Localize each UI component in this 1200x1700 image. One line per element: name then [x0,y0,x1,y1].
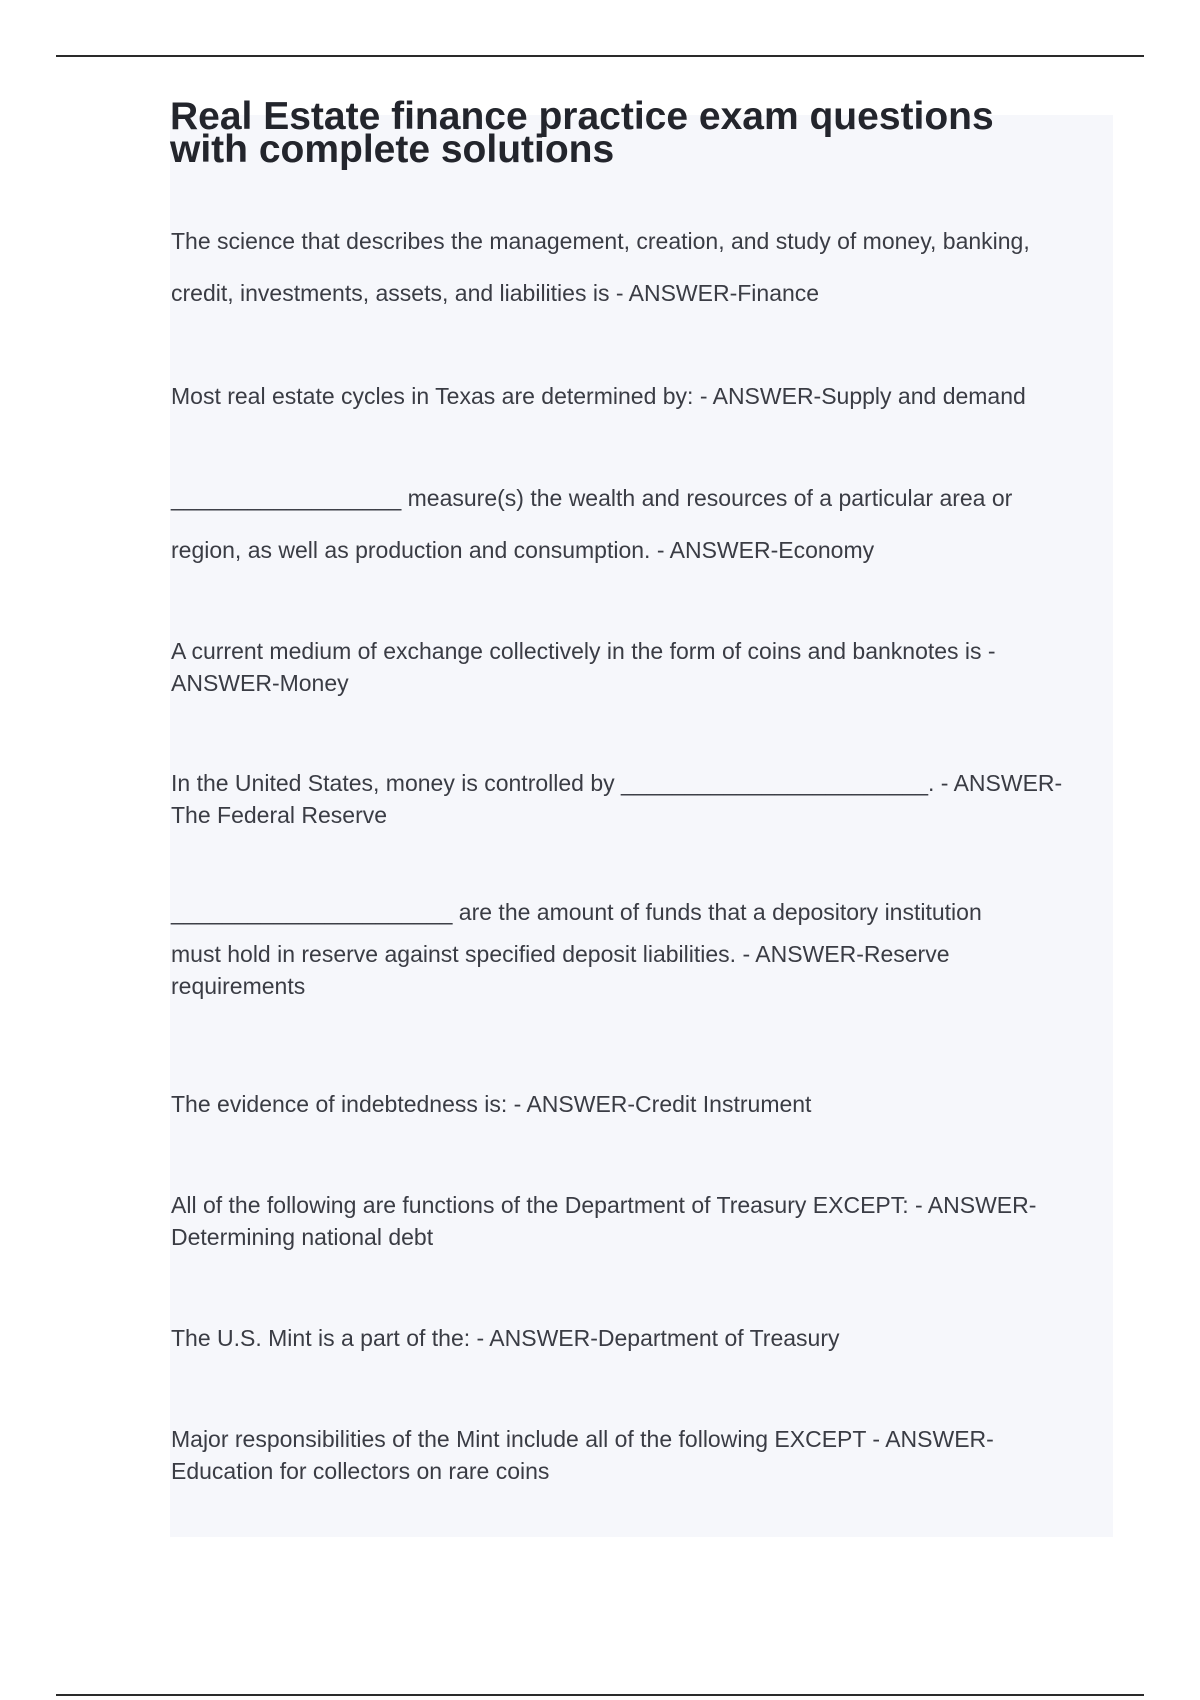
qa-line: In the United States, money is controlled by ________________________. - ANSWER- [171,770,1063,796]
qa-line: A current medium of exchange collectively in the form of coins and banknotes is - [171,638,996,664]
title-line-1: Real Estate finance practice exam questions [170,95,994,138]
qa-item-treasury-functions [171,1189,1121,1253]
qa-item-money [171,635,1121,699]
page-title [170,95,1130,171]
qa-item-us-mint [171,1322,1121,1354]
qa-line: All of the following are functions of the Department of Treasury EXCEPT: - ANSWER- [171,1192,1037,1218]
qa-line: __________________ measure(s) the wealth and resources of a particular area or [171,485,1013,511]
bottom-rule [56,1694,1144,1696]
qa-line: The U.S. Mint is a part of the: - ANSWER-Department of Treasury [171,1325,840,1351]
qa-line: The Federal Reserve [171,802,388,828]
qa-line: Education for collectors on rare coins [171,1458,550,1484]
qa-line: credit, investments, assets, and liabilities is - ANSWER-Finance [171,280,820,306]
qa-item-federal-reserve [171,767,1121,831]
qa-line: region, as well as production and consumption. - ANSWER-Economy [171,537,875,563]
qa-item-credit-instrument [171,1088,1121,1120]
qa-line: The evidence of indebtedness is: - ANSWER-Credit Instrument [171,1091,812,1117]
qa-line: ______________________ are the amount of funds that a depository institution [171,899,982,925]
qa-item-reserve-requirements [171,886,1121,1002]
qa-line: must hold in reserve against specified deposit liabilities. - ANSWER-Reserve [171,941,950,967]
qa-line: Determining national debt [171,1224,434,1250]
qa-line: Most real estate cycles in Texas are determined by: - ANSWER-Supply and demand [171,383,1026,409]
qa-line: ANSWER-Money [171,670,349,696]
top-rule [56,55,1144,57]
qa-item-economy [171,472,1121,576]
qa-item-finance [171,215,1121,319]
qa-line: The science that describes the management, creation, and study of money, banking, [171,228,1030,254]
qa-line: Major responsibilities of the Mint include all of the following EXCEPT - ANSWER- [171,1426,994,1452]
qa-item-mint-responsibilities [171,1423,1121,1487]
title-line-2: with complete solutions [170,128,615,171]
qa-item-supply-demand [171,370,1121,422]
qa-line: requirements [171,973,306,999]
